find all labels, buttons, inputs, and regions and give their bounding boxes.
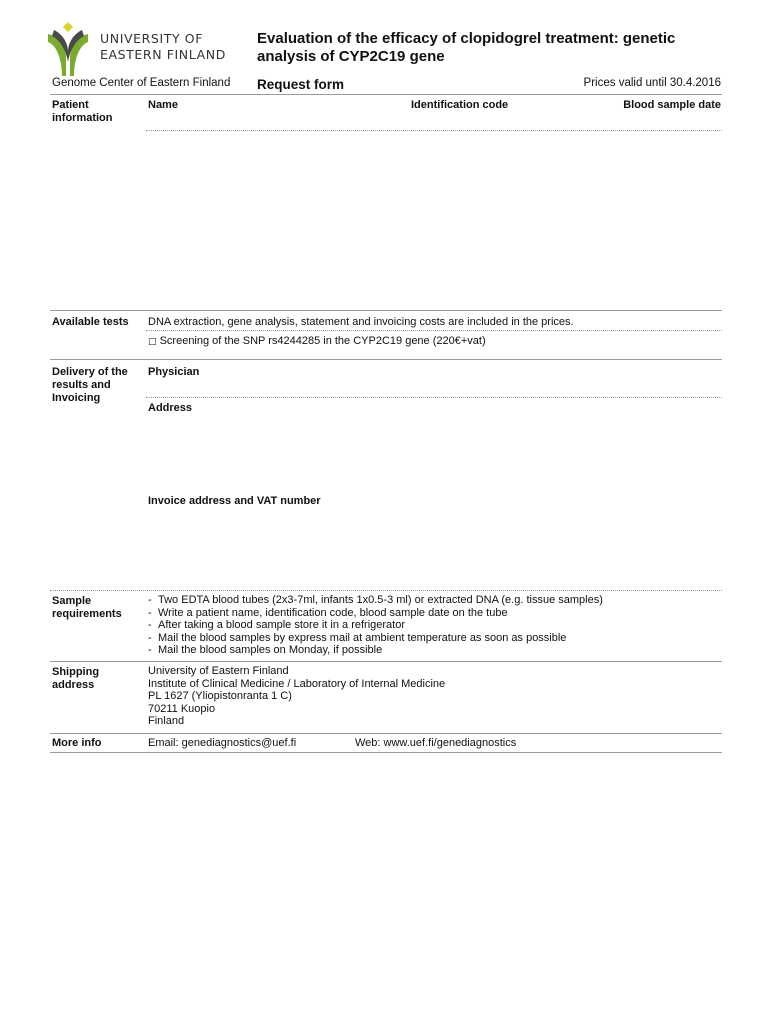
form-title: Request form bbox=[257, 77, 345, 92]
patient-entry-area[interactable] bbox=[146, 132, 722, 308]
list-item: - Mail the blood samples on Monday, if possible bbox=[148, 644, 603, 657]
patient-section-label: Patient information bbox=[52, 99, 113, 124]
title-line-1: Evaluation of the efficacy of clopidogrel treatment: genetic bbox=[257, 30, 676, 47]
address-line: PL 1627 (Yliopistonranta 1 C) bbox=[148, 690, 292, 703]
address-line: 70211 Kuopio bbox=[148, 702, 216, 715]
physician-rule bbox=[146, 397, 722, 398]
sample-requirements-list bbox=[148, 594, 603, 657]
logo-line-2: EASTERN FINLAND bbox=[100, 47, 226, 62]
center-name: Genome Center of Eastern Finland bbox=[52, 77, 231, 89]
logo-line-1: UNIVERSITY OF bbox=[100, 31, 204, 46]
sample-section-divider bbox=[50, 661, 722, 662]
patient-name-header: Name bbox=[148, 99, 178, 111]
address-field[interactable] bbox=[146, 416, 722, 492]
patient-date-header: Blood sample date bbox=[623, 99, 721, 111]
physician-label: Physician bbox=[148, 366, 200, 378]
physician-field[interactable] bbox=[146, 380, 722, 396]
title-line-2: analysis of CYP2C19 gene bbox=[257, 48, 445, 65]
test-option[interactable] bbox=[148, 335, 486, 349]
tests-note: DNA extraction, gene analysis, statement and invoicing costs are included in the prices. bbox=[148, 316, 574, 328]
patient-section-divider bbox=[50, 310, 722, 311]
address-line: Finland bbox=[148, 715, 185, 728]
list-item: - Mail the blood samples by express mail at ambient temperature as soon as possible bbox=[148, 632, 603, 645]
address-label: Address bbox=[148, 402, 193, 414]
list-item: - Write a patient name, identification code, blood sample date on the tube bbox=[148, 607, 603, 620]
more-info-label: More info bbox=[52, 737, 102, 749]
delivery-section-divider bbox=[50, 590, 722, 591]
tests-note-rule bbox=[146, 330, 722, 331]
list-item: - Two EDTA blood tubes (2x3-7ml, infants 1x0.5-3 ml) or extracted DNA (e.g. tissue samples) bbox=[148, 594, 603, 607]
address-line: Institute of Clinical Medicine / Laboratory of Internal Medicine bbox=[148, 677, 446, 690]
prices-valid: Prices valid until 30.4.2016 bbox=[583, 77, 721, 89]
document-title bbox=[257, 30, 727, 66]
address-line: University of Eastern Finland bbox=[148, 665, 289, 677]
shipping-section-label: Shipping address bbox=[52, 666, 100, 691]
logo-text bbox=[100, 31, 226, 63]
patient-header-rule bbox=[146, 130, 722, 131]
shipping-section-divider bbox=[50, 733, 722, 734]
test-option-checkbox[interactable]: □ bbox=[148, 337, 157, 347]
sample-section-label: Sample requirements bbox=[52, 595, 122, 620]
shipping-address bbox=[148, 665, 445, 728]
contact-web[interactable]: Web: www.uef.fi/genediagnostics bbox=[355, 737, 517, 749]
invoice-field[interactable] bbox=[146, 509, 722, 585]
tests-section-divider bbox=[50, 359, 722, 360]
logo-mark-icon bbox=[46, 22, 90, 76]
delivery-section-label: Delivery of the results and Invoicing bbox=[52, 366, 128, 404]
header-divider bbox=[50, 94, 722, 95]
tests-section-label: Available tests bbox=[52, 316, 129, 328]
university-logo bbox=[46, 22, 90, 76]
contact-email[interactable]: Email: genediagnostics@uef.fi bbox=[148, 737, 297, 749]
list-item: - After taking a blood sample store it in a refrigerator bbox=[148, 619, 603, 632]
test-option-label: Screening of the SNP rs4244285 in the CYP2C19 gene (220€+vat) bbox=[159, 335, 486, 347]
patient-id-header: Identification code bbox=[411, 99, 509, 111]
more-info-divider bbox=[50, 752, 722, 753]
invoice-label: Invoice address and VAT number bbox=[148, 495, 321, 507]
